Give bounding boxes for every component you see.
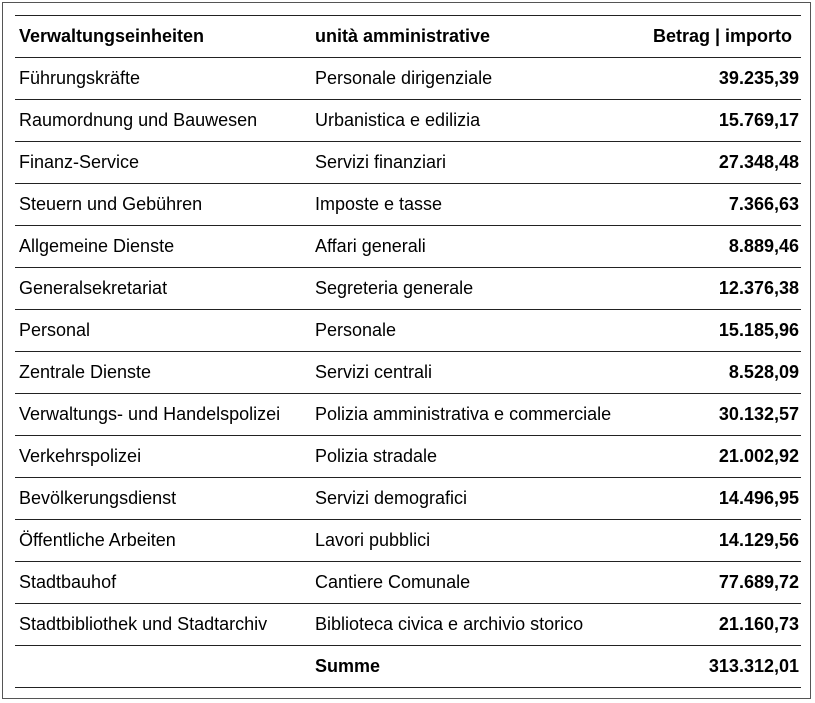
cell-amount: 30.132,57 (646, 394, 801, 436)
table-row (15, 142, 801, 184)
cell-unit-de: Verkehrspolizei (15, 436, 311, 478)
cell-unit-it: Polizia stradale (311, 436, 646, 478)
cell-unit-de: Raumordnung und Bauwesen (15, 100, 311, 142)
cell-unit-it: Imposte e tasse (311, 184, 646, 226)
cell-unit-de: Allgemeine Dienste (15, 226, 311, 268)
cell-unit-it: Servizi finanziari (311, 142, 646, 184)
total-amount: 313.312,01 (646, 646, 801, 688)
cell-unit-de: Verwaltungs- und Handelspolizei (15, 394, 311, 436)
cell-amount: 15.769,17 (646, 100, 801, 142)
cell-amount: 77.689,72 (646, 562, 801, 604)
cell-unit-de: Führungskräfte (15, 58, 311, 100)
cell-unit-it: Servizi demografici (311, 478, 646, 520)
cell-unit-de: Stadtbibliothek und Stadtarchiv (15, 604, 311, 646)
cell-unit-it: Biblioteca civica e archivio storico (311, 604, 646, 646)
cell-unit-it: Segreteria generale (311, 268, 646, 310)
cell-unit-it: Personale (311, 310, 646, 352)
cell-amount: 15.185,96 (646, 310, 801, 352)
table-row (15, 226, 801, 268)
cell-unit-it: Polizia amministrativa e commerciale (311, 394, 646, 436)
cell-unit-de: Stadtbauhof (15, 562, 311, 604)
cell-amount: 21.160,73 (646, 604, 801, 646)
cell-amount: 7.366,63 (646, 184, 801, 226)
cell-unit-it: Servizi centrali (311, 352, 646, 394)
table-row (15, 100, 801, 142)
cell-unit-de: Steuern und Gebühren (15, 184, 311, 226)
header-verwaltungseinheiten: Verwaltungseinheiten (15, 16, 311, 58)
cell-unit-it: Affari generali (311, 226, 646, 268)
table-row (15, 520, 801, 562)
cell-unit-de: Personal (15, 310, 311, 352)
table-row (15, 268, 801, 310)
cell-amount: 21.002,92 (646, 436, 801, 478)
table-row (15, 352, 801, 394)
cell-unit-de: Öffentliche Arbeiten (15, 520, 311, 562)
header-unita-amministrative: unità amministrative (311, 16, 646, 58)
table-row (15, 562, 801, 604)
cell-amount: 8.528,09 (646, 352, 801, 394)
cell-unit-de: Finanz-Service (15, 142, 311, 184)
table-row (15, 58, 801, 100)
total-empty-cell (15, 646, 311, 688)
cell-amount: 8.889,46 (646, 226, 801, 268)
cell-unit-de: Generalsekretariat (15, 268, 311, 310)
table-header-row (15, 16, 801, 58)
table-row (15, 310, 801, 352)
table-row (15, 604, 801, 646)
cell-amount: 39.235,39 (646, 58, 801, 100)
cell-amount: 14.496,95 (646, 478, 801, 520)
total-row (15, 646, 801, 688)
total-label: Summe (311, 646, 646, 688)
cell-amount: 14.129,56 (646, 520, 801, 562)
table-row (15, 184, 801, 226)
cell-unit-it: Urbanistica e edilizia (311, 100, 646, 142)
cell-unit-it: Lavori pubblici (311, 520, 646, 562)
cell-unit-it: Cantiere Comunale (311, 562, 646, 604)
cell-unit-de: Zentrale Dienste (15, 352, 311, 394)
cell-amount: 12.376,38 (646, 268, 801, 310)
table-row (15, 436, 801, 478)
cell-amount: 27.348,48 (646, 142, 801, 184)
header-betrag-importo: Betrag | importo (646, 16, 801, 58)
cell-unit-de: Bevölkerungsdienst (15, 478, 311, 520)
budget-table (15, 15, 801, 688)
table-row (15, 478, 801, 520)
table-row (15, 394, 801, 436)
cell-unit-it: Personale dirigenziale (311, 58, 646, 100)
